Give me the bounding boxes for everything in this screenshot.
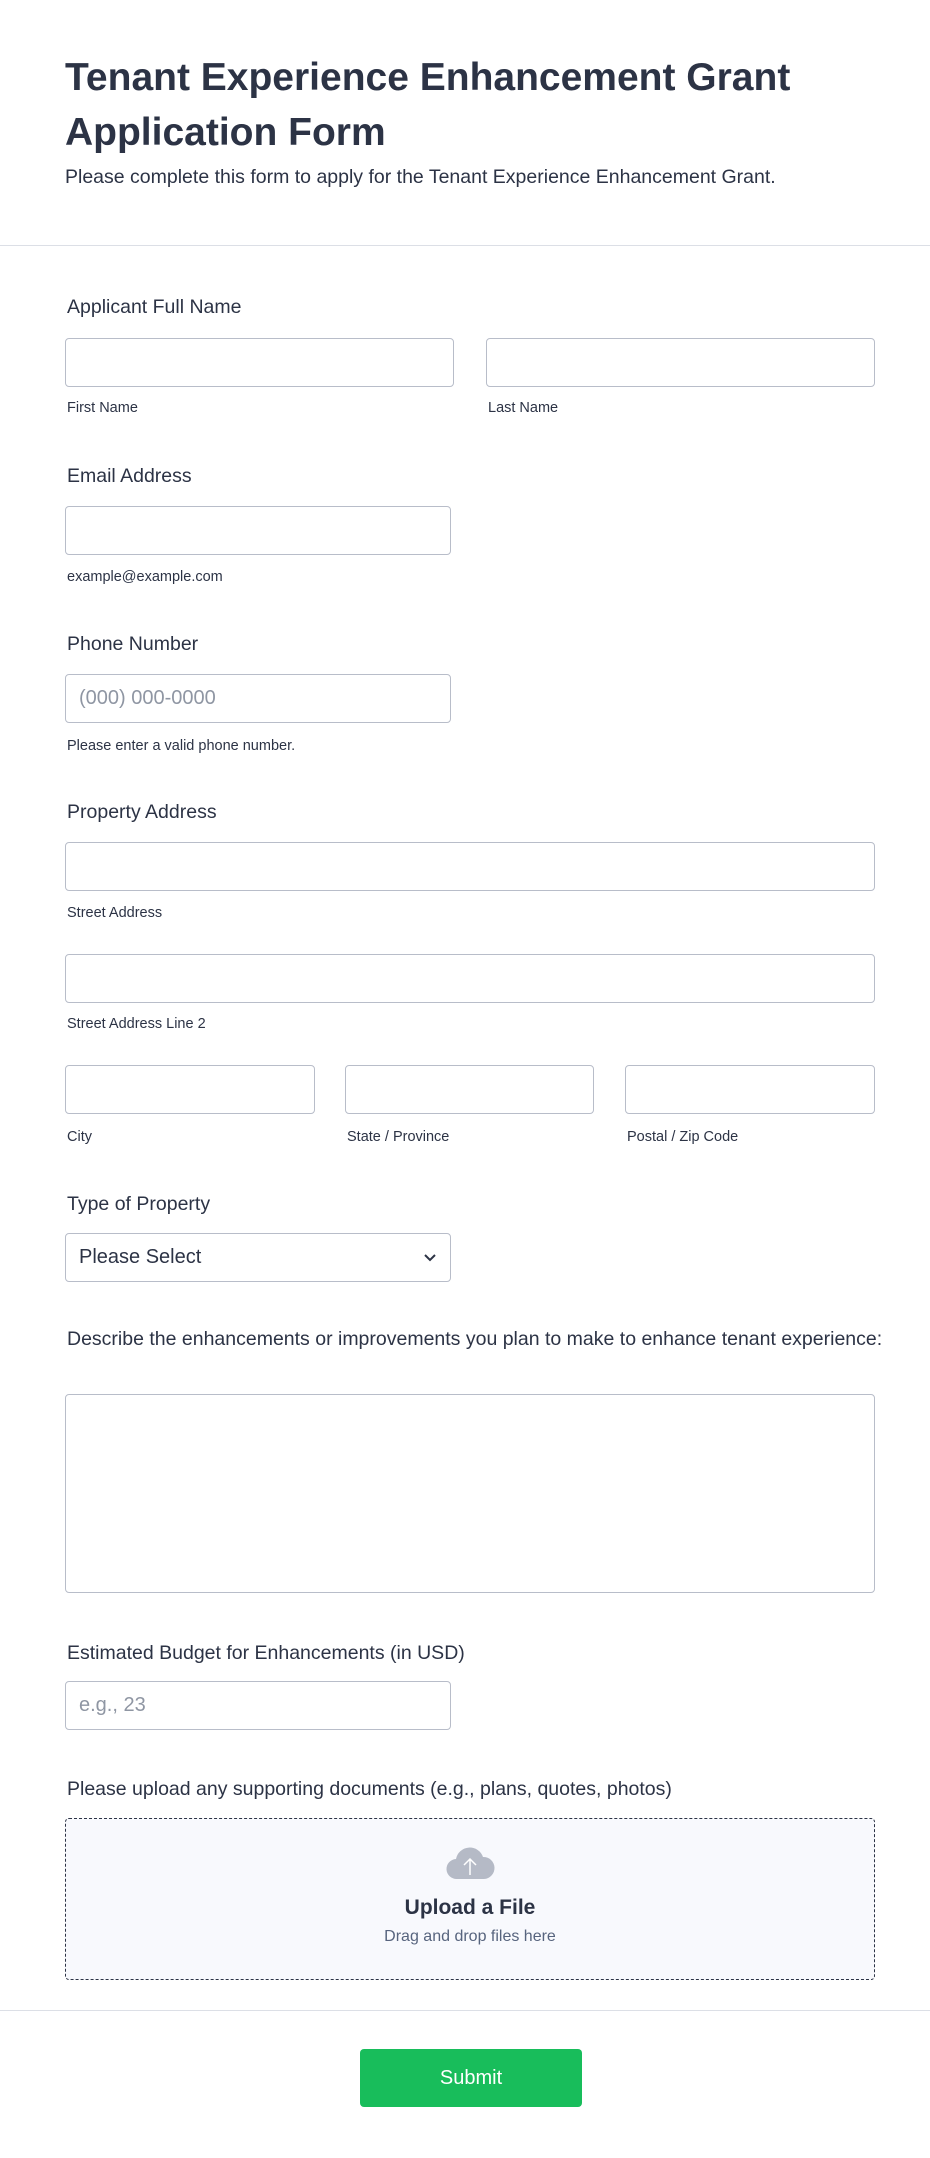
street-sublabel: Street Address bbox=[67, 905, 163, 921]
phone-label: Phone Number bbox=[67, 633, 199, 655]
page-title: Tenant Experience Enhancement Grant Application Form bbox=[65, 56, 791, 154]
chevron-down-icon bbox=[423, 1253, 437, 1263]
submit-button[interactable]: Submit bbox=[360, 2049, 582, 2107]
street-input[interactable] bbox=[65, 842, 875, 891]
state-input[interactable] bbox=[345, 1065, 594, 1114]
phone-placeholder: (000) 000-0000 bbox=[79, 687, 216, 709]
budget-placeholder: e.g., 23 bbox=[79, 1694, 146, 1716]
zip-sublabel: Postal / Zip Code bbox=[627, 1129, 739, 1145]
city-input[interactable] bbox=[65, 1065, 315, 1114]
budget-label: Estimated Budget for Enhancements (in USD) bbox=[67, 1642, 465, 1664]
full-name-label: Applicant Full Name bbox=[67, 296, 242, 318]
city-sublabel: City bbox=[67, 1129, 92, 1145]
phone-input[interactable] bbox=[65, 674, 451, 723]
divider bbox=[0, 245, 930, 246]
enhancements-label: Describe the enhancements or improvements you plan to make to enhance tenant experience: bbox=[67, 1328, 883, 1350]
first-name-input[interactable] bbox=[65, 338, 454, 387]
page-subtitle: Please complete this form to apply for the Tenant Experience Enhancement Grant. bbox=[65, 166, 776, 188]
cloud-upload-icon bbox=[445, 1845, 495, 1881]
email-label: Email Address bbox=[67, 465, 192, 487]
property-type-value: Please Select bbox=[79, 1246, 202, 1268]
property-type-label: Type of Property bbox=[67, 1193, 211, 1215]
upload-title: Upload a File bbox=[404, 1896, 536, 1919]
file-upload-dropzone[interactable] bbox=[65, 1818, 875, 1980]
enhancements-textarea[interactable] bbox=[65, 1394, 875, 1593]
upload-label: Please upload any supporting documents (e.g., plans, quotes, photos) bbox=[67, 1778, 672, 1800]
divider bbox=[0, 2010, 930, 2011]
first-name-sublabel: First Name bbox=[67, 400, 138, 416]
property-type-select[interactable] bbox=[65, 1233, 451, 1282]
state-sublabel: State / Province bbox=[347, 1129, 450, 1145]
street2-input[interactable] bbox=[65, 954, 875, 1003]
phone-sublabel: Please enter a valid phone number. bbox=[67, 738, 296, 754]
email-input[interactable] bbox=[65, 506, 451, 555]
last-name-input[interactable] bbox=[486, 338, 875, 387]
address-label: Property Address bbox=[67, 801, 217, 823]
email-sublabel: example@example.com bbox=[67, 569, 223, 585]
last-name-sublabel: Last Name bbox=[488, 400, 559, 416]
street2-sublabel: Street Address Line 2 bbox=[67, 1016, 206, 1032]
upload-hint: Drag and drop files here bbox=[384, 1928, 556, 1945]
budget-input[interactable] bbox=[65, 1681, 451, 1730]
zip-input[interactable] bbox=[625, 1065, 875, 1114]
